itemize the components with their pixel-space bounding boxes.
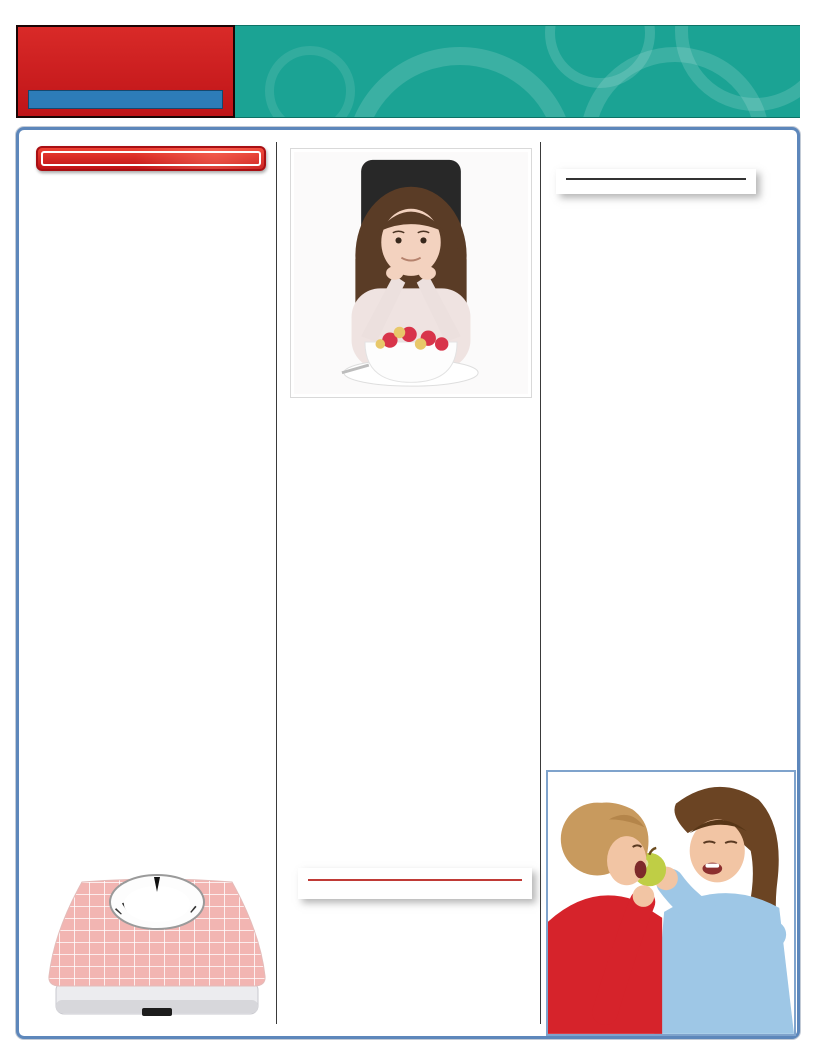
girl-with-cereal-illustration bbox=[294, 152, 528, 394]
decorative-ring-icon bbox=[345, 47, 575, 118]
left-column bbox=[36, 146, 266, 188]
problems-box-title bbox=[308, 877, 522, 881]
health-problems-box bbox=[298, 868, 532, 899]
bathroom-scale-photo bbox=[44, 870, 270, 1020]
header bbox=[16, 25, 800, 118]
middle-column bbox=[290, 148, 532, 412]
section-badge bbox=[36, 146, 266, 171]
bathroom-scale-illustration bbox=[44, 870, 270, 1020]
did-you-know-heading bbox=[566, 176, 746, 180]
section-badge-title bbox=[41, 151, 261, 166]
did-you-know-box bbox=[556, 169, 756, 194]
right-column bbox=[550, 140, 790, 194]
mother-child-apple-illustration bbox=[548, 772, 794, 1034]
column-divider bbox=[276, 142, 277, 1024]
mother-child-apple-photo bbox=[546, 770, 796, 1036]
resumao-logo bbox=[16, 25, 235, 118]
girl-with-cereal-photo bbox=[290, 148, 532, 398]
logo-series-bar bbox=[28, 90, 223, 109]
column-divider bbox=[540, 142, 541, 1024]
decorative-ring-icon bbox=[265, 46, 355, 118]
causes-heading bbox=[550, 140, 790, 155]
title-banner bbox=[235, 25, 800, 118]
